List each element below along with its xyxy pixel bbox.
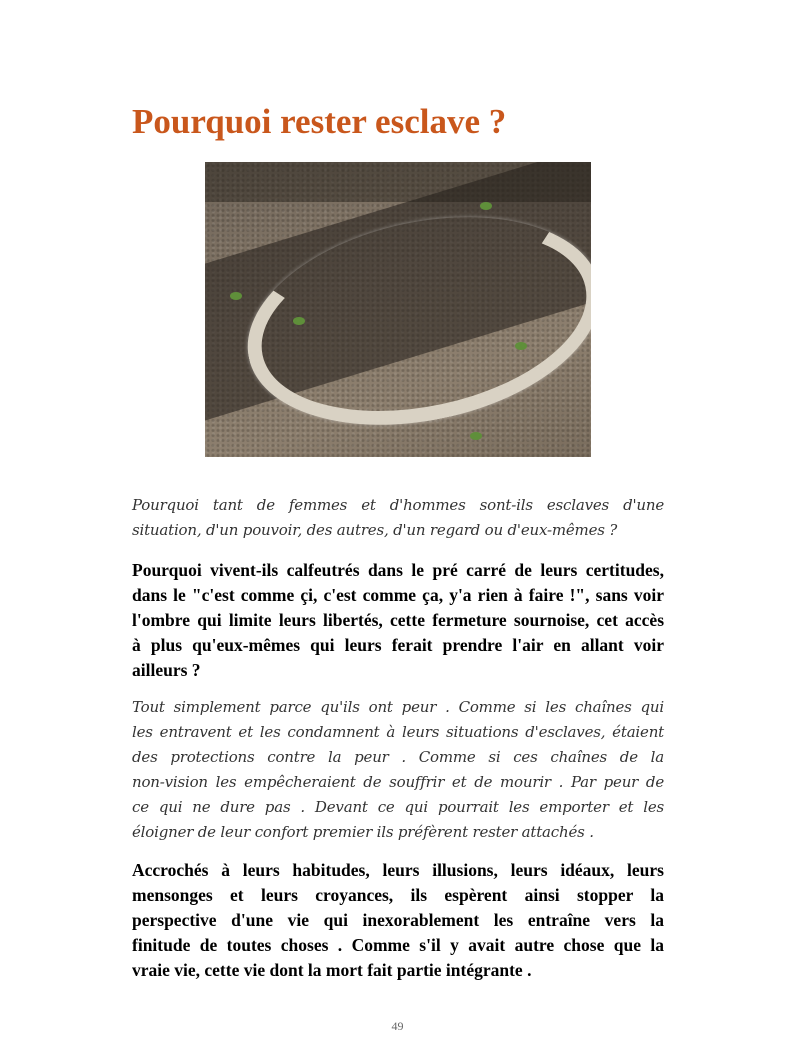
text-line: des protections contre la peur . Comme si ces chaînes de la	[132, 748, 664, 766]
paragraph-3	[132, 695, 664, 845]
text-line: mensonges et leurs croyances, ils espèrent ainsi stopper la	[132, 885, 664, 905]
paragraph-1	[132, 493, 664, 543]
text-line: éloigner de leur confort premier ils préfèrent rester attachés .	[132, 823, 594, 841]
photo-leaf	[230, 292, 242, 300]
text-line: les entravent et les condamnent à leurs situations d'esclaves, étaient	[132, 723, 664, 741]
text-line: Pourquoi tant de femmes et d'hommes sont-ils esclaves d'une	[132, 496, 664, 514]
text-line: non-vision les empêcheraient de souffrir et de mourir . Par peur de	[132, 773, 664, 791]
page-number: 49	[391, 1019, 404, 1033]
text-line: ailleurs ?	[132, 660, 201, 680]
photo-leaf	[480, 202, 492, 210]
photo-shadow-top	[205, 162, 591, 202]
text-line: à plus qu'eux-mêmes qui leurs ferait prendre l'air en allant voir	[132, 635, 664, 655]
text-line: l'ombre qui limite leurs libertés, cette fermeture sournoise, cet accès	[132, 610, 664, 630]
text-line: Tout simplement parce qu'ils ont peur . Comme si les chaînes qui	[132, 698, 664, 716]
text-line: perspective d'une vie qui inexorablement les entraîne vers la	[132, 910, 664, 930]
text-line: ce qui ne dure pas . Devant ce qui pourrait les emporter et les	[132, 798, 664, 816]
paragraph-2	[132, 558, 664, 683]
text-line: finitude de toutes choses . Comme s'il y avait autre chose que la	[132, 935, 664, 955]
text-line: situation, d'un pouvoir, des autres, d'un regard ou d'eux-mêmes ?	[132, 521, 618, 539]
text-line: dans le "c'est comme çi, c'est comme ça, y'a rien à faire !", sans voir	[132, 585, 664, 605]
paragraph-4	[132, 858, 664, 983]
photo-leaf	[470, 432, 482, 440]
photo-root-on-gravel	[205, 162, 591, 457]
photo-white-root	[228, 187, 591, 455]
text-line: Pourquoi vivent-ils calfeutrés dans le pré carré de leurs certitudes,	[132, 560, 664, 580]
text-line: Accrochés à leurs habitudes, leurs illusions, leurs idéaux, leurs	[132, 860, 664, 880]
photo-leaf	[515, 342, 527, 350]
page-title: Pourquoi rester esclave ?	[132, 102, 507, 141]
text-line: vraie vie, cette vie dont la mort fait partie intégrante .	[132, 960, 532, 980]
photo-leaf	[293, 317, 305, 325]
